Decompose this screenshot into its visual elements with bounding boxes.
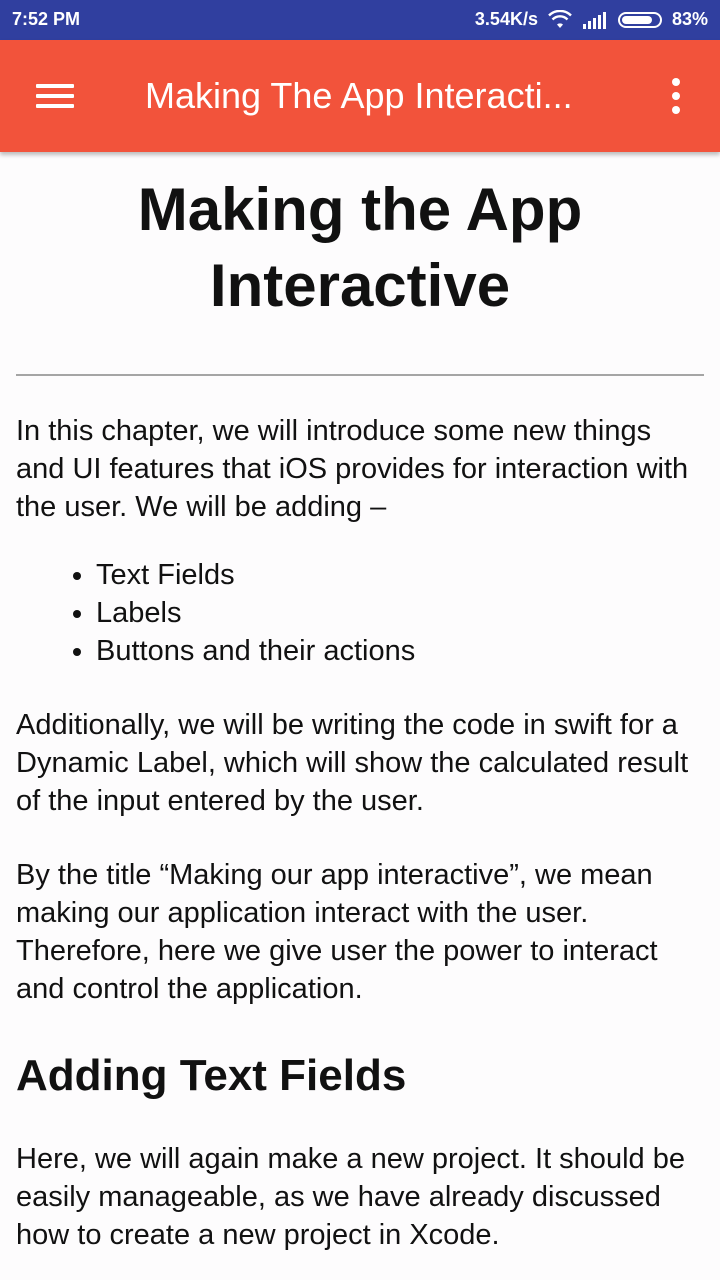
paragraph-interactive: By the title “Making our app interactive”, we mean making our application interact with the user. Therefore, here we give user the power to interact and control the application. (16, 859, 658, 1005)
wifi-icon (548, 10, 572, 30)
section-heading: Adding Text Fields (16, 1051, 407, 1100)
intro-paragraph: In this chapter, we will introduce some new things and UI features that iOS provides for interaction with the user. We will be adding – (16, 415, 689, 523)
list-item: • Labels (96, 594, 704, 632)
status-time: 7:52 PM (12, 9, 81, 29)
network-speed: 3.54K/s (474, 9, 538, 29)
more-vert-icon[interactable] (656, 74, 696, 118)
app-bar (0, 40, 720, 152)
status-bar (0, 0, 720, 40)
status-indicators (475, 9, 708, 30)
list-item: • Text Fields (96, 556, 704, 594)
hamburger-menu-icon[interactable] (30, 76, 82, 116)
article-content[interactable] (16, 152, 704, 1280)
paragraph-dynamic-label: Additionally, we will be writing the code in swift for a Dynamic Label, which will show the calculated result of the input entered by the user. (16, 709, 689, 817)
battery-percent: 83% (671, 9, 708, 29)
app-bar-title: Making The App Interacti... (145, 75, 573, 116)
feature-list (16, 556, 704, 670)
signal-icon (582, 11, 608, 29)
paragraph-new-project: Here, we will again make a new project. It should be easily manageable, as we have already discussed how to create a new project in Xcode. (16, 1143, 685, 1251)
battery-icon (618, 12, 662, 28)
title-divider (16, 374, 704, 376)
list-item: • Buttons and their actions (96, 632, 704, 670)
battery-fill (622, 16, 652, 24)
article-title: Making the App Interactive (137, 176, 583, 319)
